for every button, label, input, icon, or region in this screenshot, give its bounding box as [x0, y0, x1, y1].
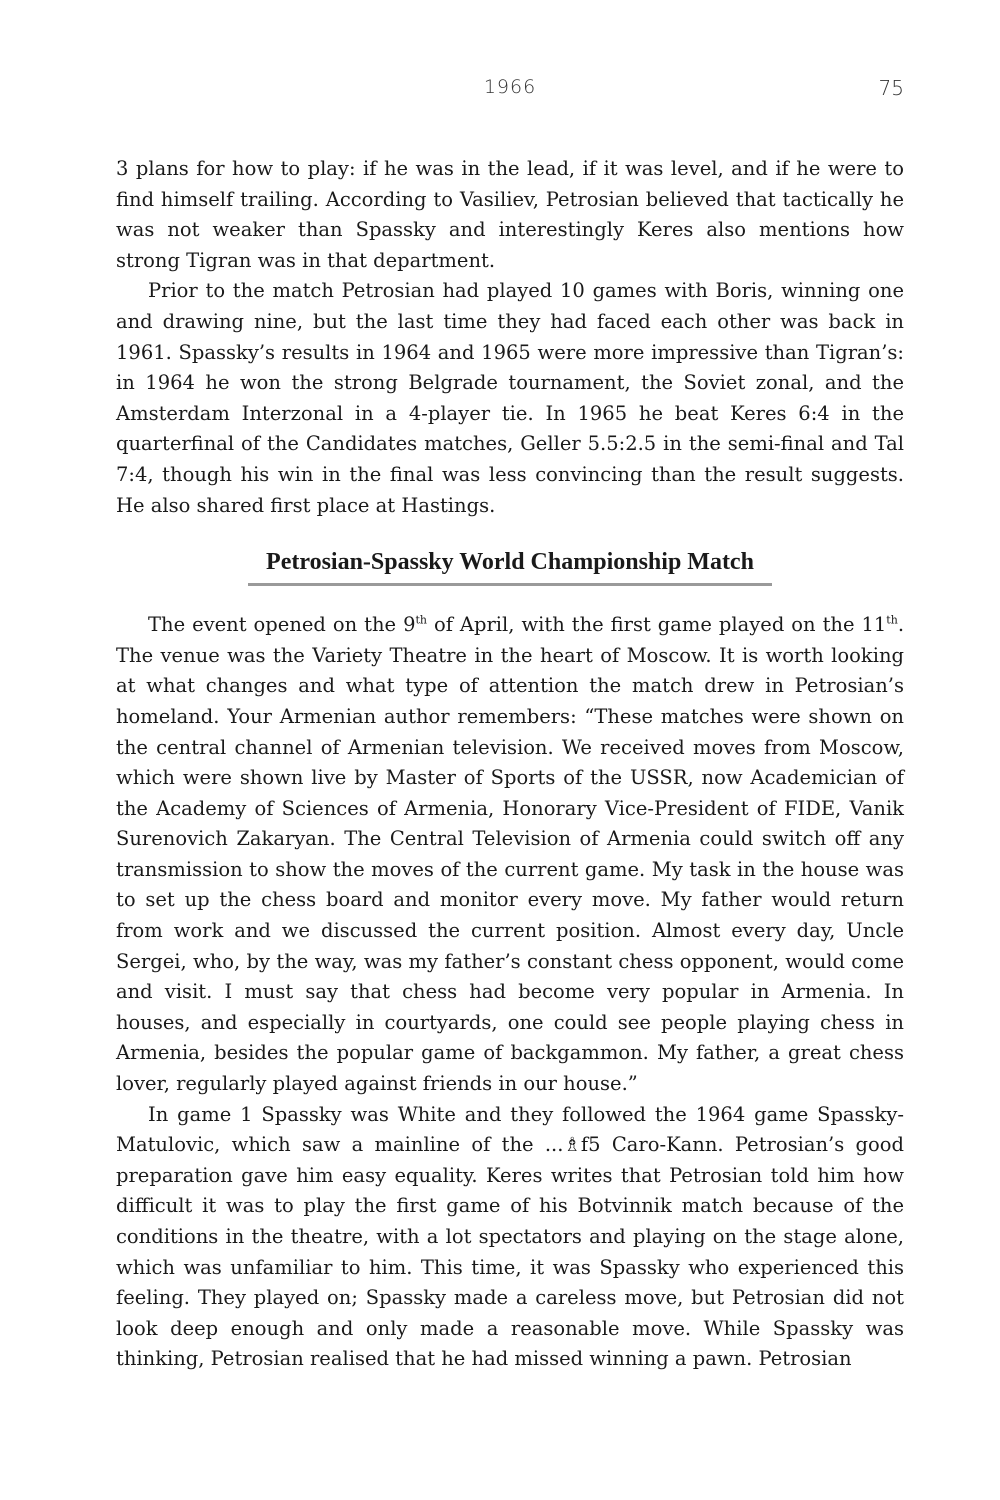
paragraph-1: 3 plans for how to play: if he was in the lead, if it was level, and if he were to find himself trailing. According to Vasiliev, Petrosian believed that tactically he was not weaker than Spassky and interestingly Keres also mentions how strong Tigran was in that department. — [116, 157, 904, 272]
running-title: 1966 — [483, 76, 537, 98]
paragraph-2: Prior to the match Petrosian had played 10 games with Boris, winning one and drawing nine, but the last time they had faced each other was back in 1961. Spassky’s results in 1964 and 1965 were more impressive than Tigran’s: in 1964 he won the strong Belgrade tournament, the Soviet zonal, and the Amsterdam Interzonal in a 4-player tie. In 1965 he beat Keres 6:4 in the quarterfinal of the Candidates matches, Geller 5.5:2.5 in the semi-final and Tal 7:4, though his win in the final was less convincing than the result suggests. He also shared first place at Hastings. — [116, 279, 904, 517]
paragraph-3-part-a: The event opened on the 9 — [148, 613, 416, 637]
paragraph-4: In game 1 Spassky was White and they followed the 1964 game Spassky-Matulovic, which saw a mainline of the ...♗f5 Caro-Kann. Petrosian’s good preparation gave him easy equality. Keres writes that Petrosian told him how difficult it was to play the first game of his Botvinnik match because of the conditions in the theatre, with a lot spectators and playing on the stage alone, which was unfamiliar to him. This time, it was Spassky who experienced this feeling. They played on; Spassky made a careless move, but Petrosian did not look deep enough and only made a reasonable move. While Spassky was thinking, Petrosian realised that he had missed winning a pawn. Petrosian — [116, 1102, 904, 1371]
body-text — [116, 154, 904, 1375]
ordinal-suffix: th — [415, 613, 427, 627]
page-number: 75 — [878, 76, 904, 100]
section-heading-wrapper — [248, 547, 772, 586]
paragraph-3 — [116, 610, 904, 1100]
section-heading: Petrosian-Spassky World Championship Match — [248, 547, 772, 586]
paragraph-3-part-c: . The venue was the Variety Theatre in the heart of Moscow. It is worth looking at what changes and what type of attention the match drew in Petrosian’s homeland. Your Armenian author remembers: “These matches were shown on the central channel of Armenian television. We received moves from Moscow, which were shown live by Master of Sports of the USSR, now Academician of the Academy of Sciences of Armenia, Honorary Vice-President of FIDE, Vanik Surenovich Zakaryan. The Central Television of Armenia could switch off any transmission to show the moves of the current game. My task in the house was to set up the chess board and monitor every move. My father would return from work and we discussed the current position. Almost every day, Uncle Sergei, who, by the way, was my father’s constant chess opponent, would come and visit. I must say that chess had become very popular in Armenia. In houses, and especially in courtyards, one could see people playing chess in Armenia, besides the popular game of backgammon. My father, a great chess lover, regularly played against friends in our house.” — [116, 613, 905, 1096]
paragraph-3-part-b: of April, with the first game played on the 11 — [427, 613, 887, 637]
running-header — [116, 76, 904, 106]
book-page — [116, 0, 904, 1500]
ordinal-suffix: th — [886, 613, 898, 627]
